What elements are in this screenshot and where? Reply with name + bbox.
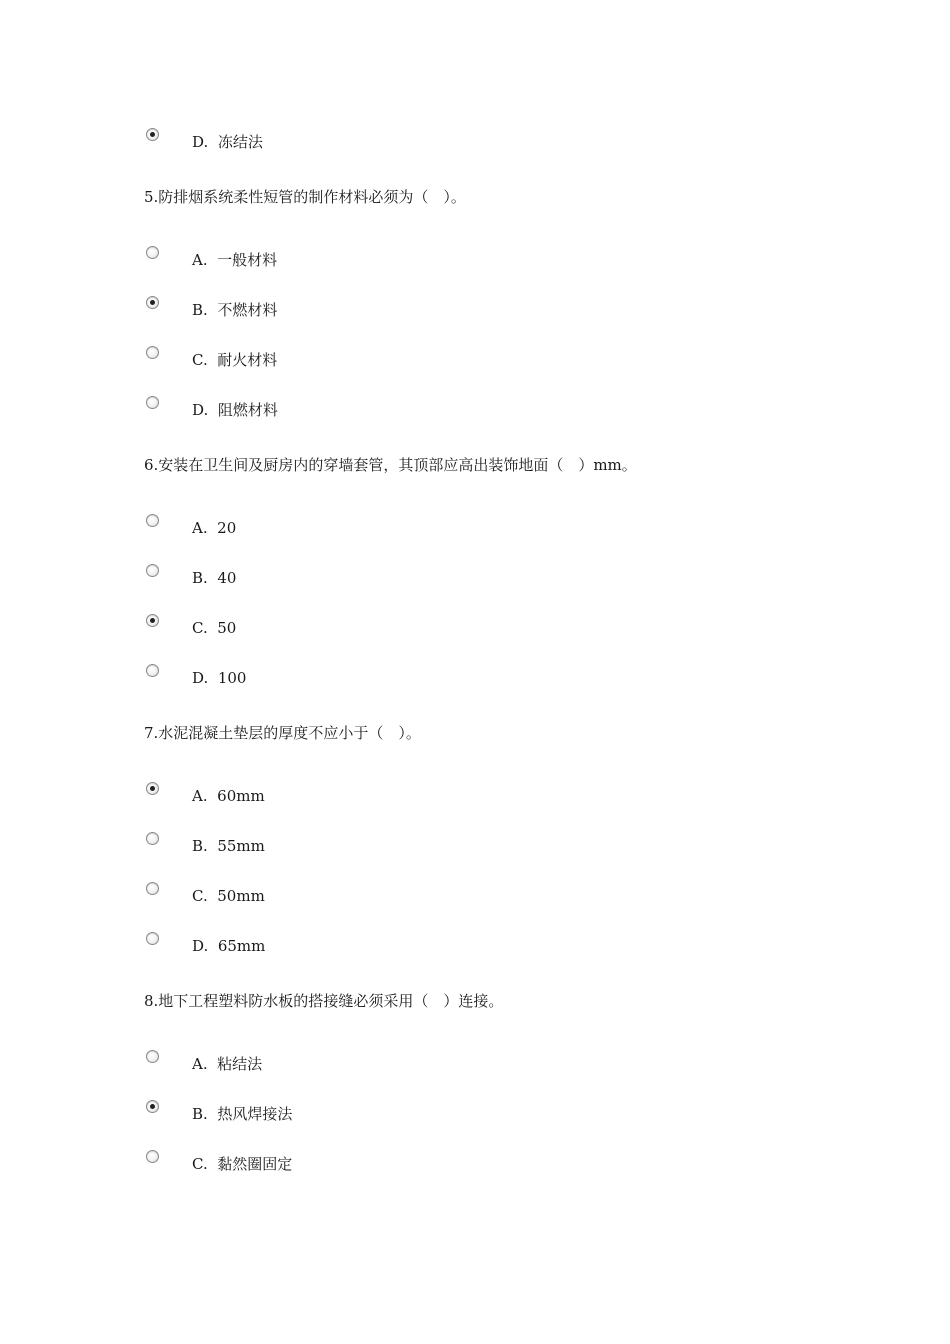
q5-option-c-label: C. 耐火材料 — [192, 351, 278, 369]
q7-option-c-label: C. 50mm — [192, 887, 265, 905]
q6-option-d[interactable] — [146, 664, 546, 704]
q5-option-a-label: A. 一般材料 — [192, 251, 278, 269]
q5-radio-c[interactable] — [146, 346, 159, 359]
q5-radio-d[interactable] — [146, 396, 159, 409]
q8-option-c-label: C. 黏然圈固定 — [192, 1155, 293, 1173]
q7-radio-c[interactable] — [146, 882, 159, 895]
question-7-prompt: 7.水泥混凝土垫层的厚度不应小于（ ）。 — [144, 724, 421, 742]
q8-radio-a[interactable] — [146, 1050, 159, 1063]
q8-radio-b[interactable] — [146, 1100, 159, 1113]
q5-radio-a[interactable] — [146, 246, 159, 259]
q7-option-d-label: D. 65mm — [192, 937, 266, 955]
q7-option-b[interactable] — [146, 832, 546, 872]
q8-option-b-label: B. 热风焊接法 — [192, 1105, 293, 1123]
q6-option-a[interactable] — [146, 514, 546, 554]
q7-radio-d[interactable] — [146, 932, 159, 945]
q7-radio-a[interactable] — [146, 782, 159, 795]
q6-radio-c[interactable] — [146, 614, 159, 627]
q4-option-d[interactable] — [146, 128, 546, 168]
q7-radio-b[interactable] — [146, 832, 159, 845]
q4-radio-d[interactable] — [146, 128, 159, 141]
q7-option-b-label: B. 55mm — [192, 837, 265, 855]
q5-radio-b[interactable] — [146, 296, 159, 309]
question-5-prompt: 5.防排烟系统柔性短管的制作材料必须为（ ）。 — [144, 188, 466, 206]
question-8-prompt: 8.地下工程塑料防水板的搭接缝必须采用（ ）连接。 — [144, 992, 504, 1010]
q5-option-a[interactable] — [146, 246, 546, 286]
q7-option-d[interactable] — [146, 932, 546, 972]
q6-radio-b[interactable] — [146, 564, 159, 577]
q7-option-c[interactable] — [146, 882, 546, 922]
question-6-prompt: 6.安装在卫生间及厨房内的穿墙套管，其顶部应高出装饰地面（ ）mm。 — [144, 456, 637, 474]
q5-option-b-label: B. 不燃材料 — [192, 301, 278, 319]
q6-option-a-label: A. 20 — [192, 519, 237, 537]
q7-option-a[interactable] — [146, 782, 546, 822]
q6-option-c[interactable] — [146, 614, 546, 654]
q7-option-a-label: A. 60mm — [192, 787, 265, 805]
q8-option-b[interactable] — [146, 1100, 546, 1140]
q5-option-c[interactable] — [146, 346, 546, 386]
q8-option-a[interactable] — [146, 1050, 546, 1090]
q6-radio-a[interactable] — [146, 514, 159, 527]
q8-option-a-label: A. 粘结法 — [192, 1055, 263, 1073]
q6-option-d-label: D. 100 — [192, 669, 247, 687]
q8-option-c[interactable] — [146, 1150, 546, 1190]
q6-option-b[interactable] — [146, 564, 546, 604]
q6-option-c-label: C. 50 — [192, 619, 237, 637]
q5-option-d-label: D. 阻燃材料 — [192, 401, 278, 419]
q6-radio-d[interactable] — [146, 664, 159, 677]
q8-radio-c[interactable] — [146, 1150, 159, 1163]
q5-option-b[interactable] — [146, 296, 546, 336]
q4-option-d-label: D. 冻结法 — [192, 133, 263, 151]
q6-option-b-label: B. 40 — [192, 569, 237, 587]
q5-option-d[interactable] — [146, 396, 546, 436]
